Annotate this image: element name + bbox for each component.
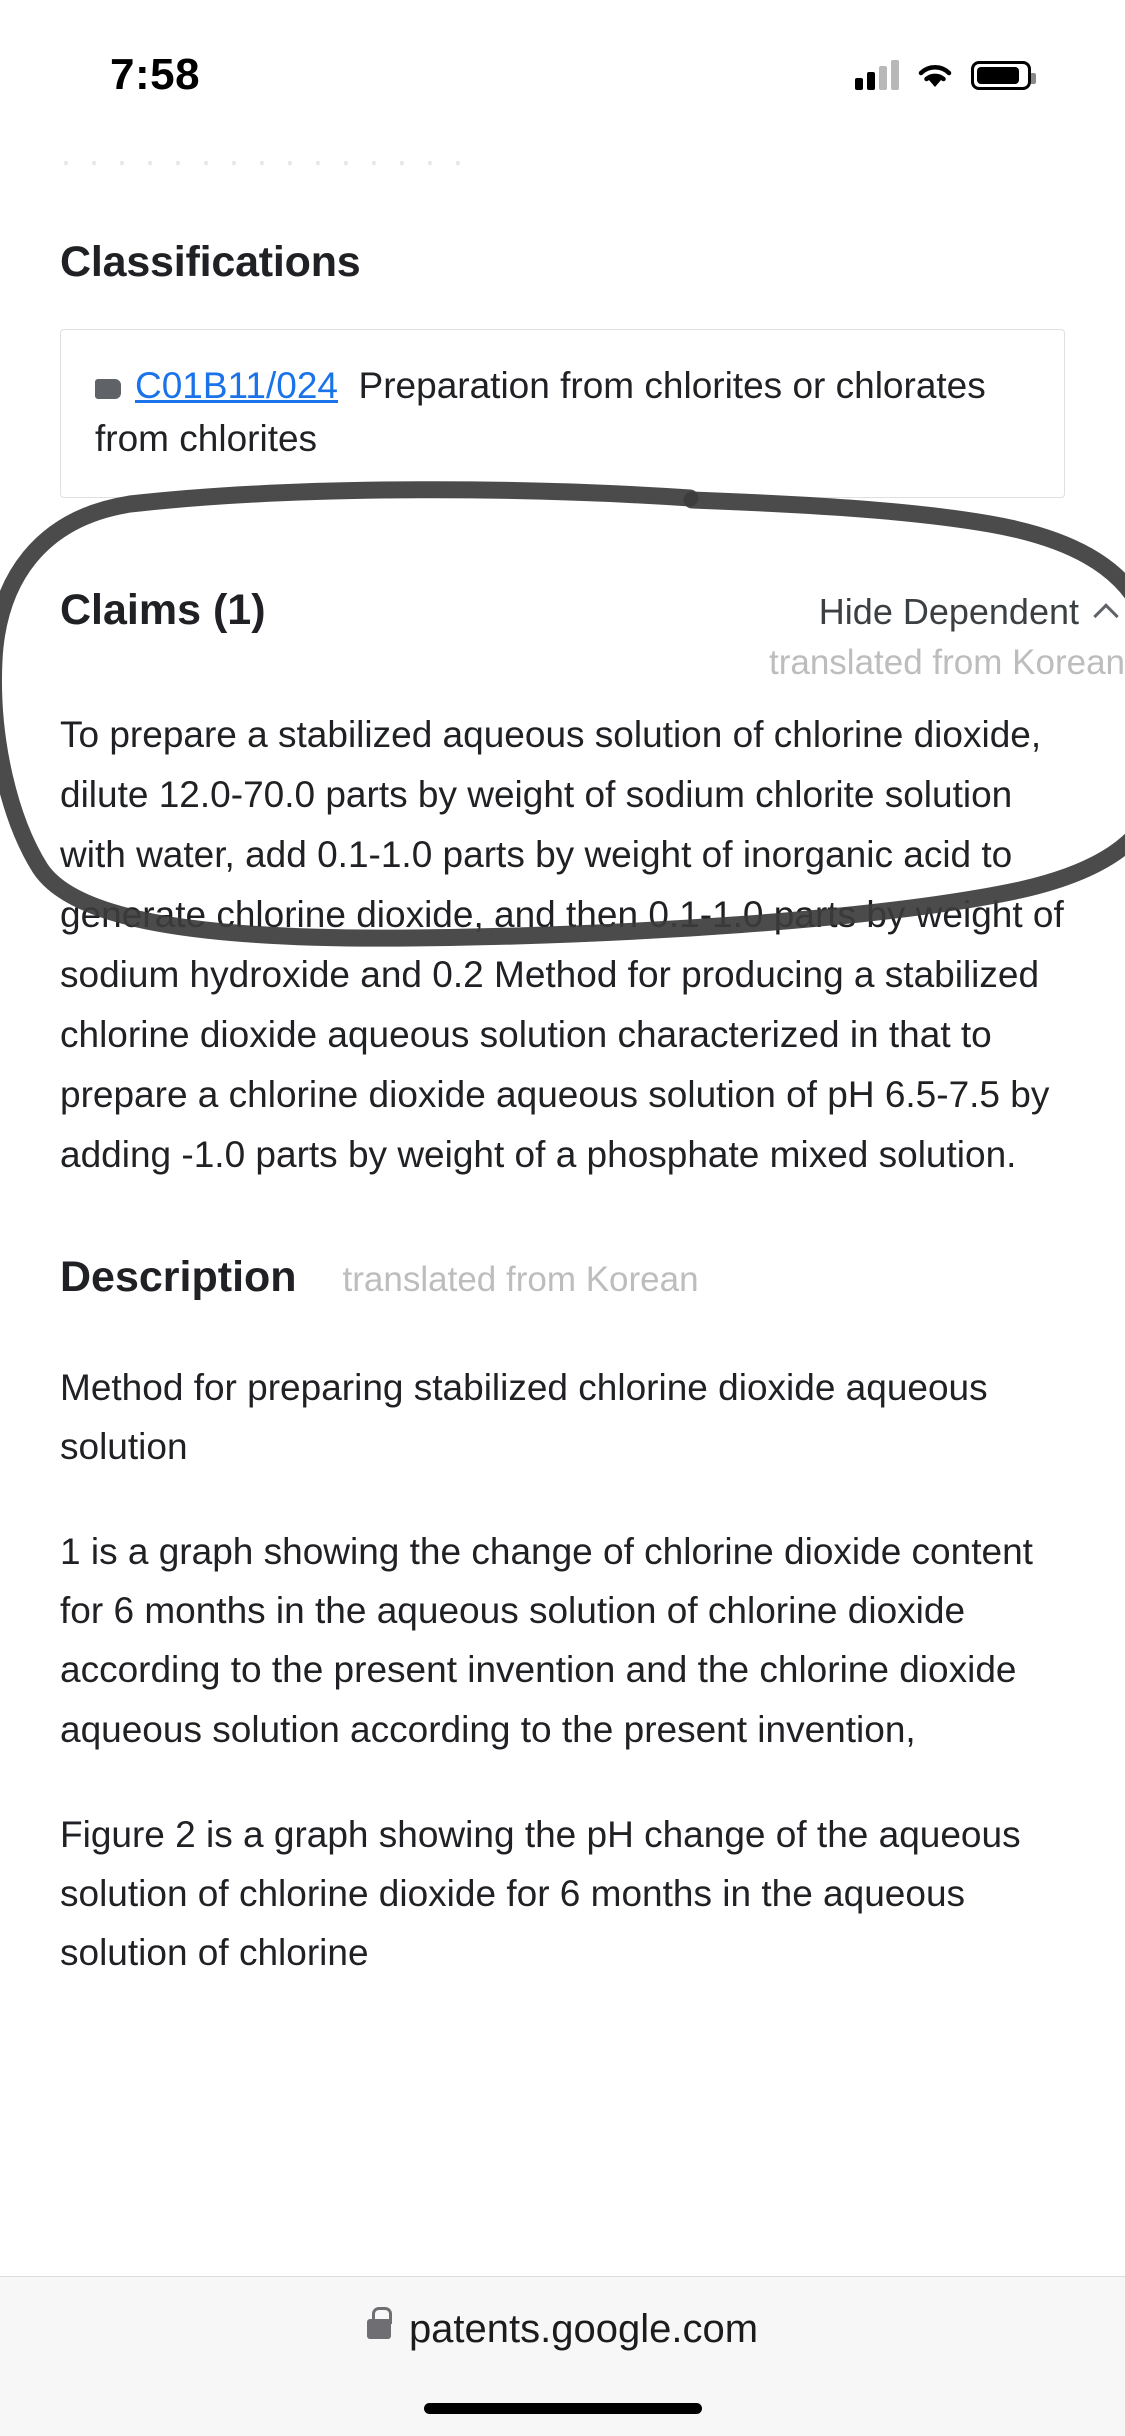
status-time: 7:58 (110, 50, 201, 99)
classifications-heading: Classifications (60, 238, 361, 286)
lock-icon (367, 2319, 391, 2339)
description-paragraph: 1 is a graph showing the change of chlorine dioxide content for 6 months in the aqueous solution of chlorine dioxide according to the present invention and the chlorine dioxide aqueous solution according to the present invention, (60, 1530, 1033, 1750)
hide-dependent-label: Hide Dependent (818, 591, 1079, 633)
hide-dependent-button[interactable] (819, 591, 1115, 633)
wifi-icon (915, 60, 955, 90)
classification-card[interactable] (60, 329, 1065, 498)
battery-icon (971, 61, 1031, 90)
status-icons (855, 60, 1031, 90)
claims-translated-note: translated from Korean (768, 643, 1125, 683)
description-paragraph: Method for preparing stabilized chlorine dioxide aqueous solution (60, 1366, 988, 1467)
url-text[interactable]: patents.google.com (408, 2306, 759, 2351)
classification-description: Preparation from chlorites or chlorates from chlorites (95, 365, 986, 459)
description-header-row (60, 1253, 1125, 1302)
classification-code-link[interactable]: C01B11/024 (135, 365, 338, 406)
cellular-signal-icon (855, 60, 899, 90)
claims-heading: Claims (1) (60, 586, 266, 635)
status-bar (0, 0, 1125, 132)
claim-text: To prepare a stabilized aqueous solution of chlorine dioxide, dilute 12.0-70.0 parts by weight of sodium chlorite solution with water, add 0.1-1.0 parts by weight of inorganic acid to generate chlorine dioxide, and then 0.1-1.0 parts by weight of sodium hydroxide and 0.2 Method for producing a stabilized chlorine dioxide aqueous solution characterized in that to prepare a chlorine dioxide aqueous solution of pH 6.5-7.5 by adding -1.0 parts by weight of a phosphate mixed solution. (60, 714, 1064, 1175)
chevron-up-icon (1093, 603, 1118, 628)
claims-header-row (60, 586, 1115, 635)
description-paragraph: Figure 2 is a graph showing the pH change of the aqueous solution of chlorine dioxide for 6 months in the aqueous solution of chlorine (60, 1813, 1021, 1974)
faded-top-text: · · · · · · · · · · · · · · · (60, 140, 467, 176)
url-bar[interactable] (0, 2277, 1125, 2381)
home-indicator[interactable] (424, 2403, 702, 2414)
tag-icon (95, 379, 121, 399)
page-content (0, 132, 1125, 2276)
description-translated-note: translated from Korean (342, 1259, 699, 1299)
description-heading: Description (60, 1252, 297, 1301)
browser-bottom-bar (0, 2276, 1125, 2436)
classification-entry (95, 360, 1030, 465)
